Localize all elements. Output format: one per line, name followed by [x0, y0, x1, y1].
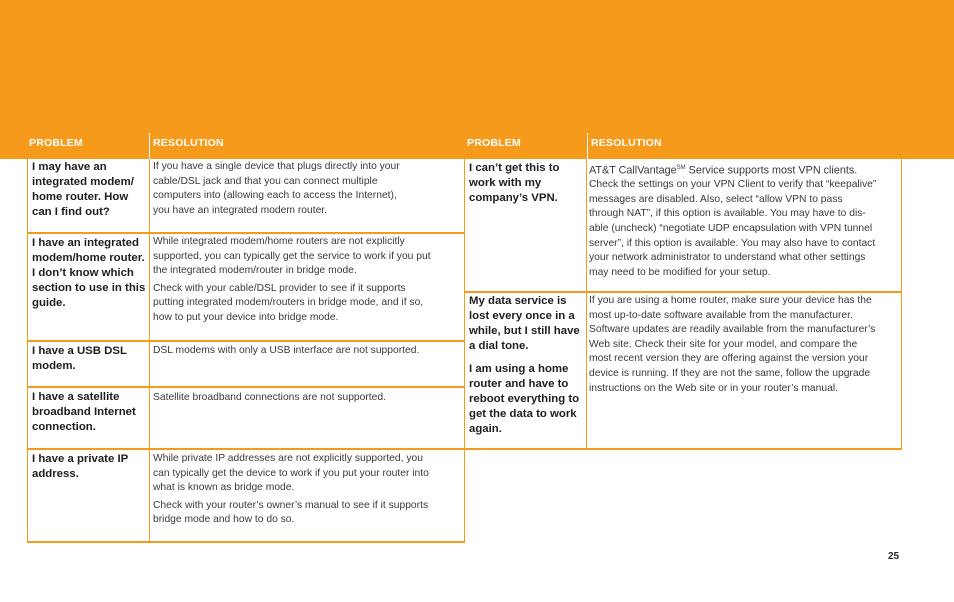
column-divider	[149, 234, 150, 340]
column-divider	[149, 159, 150, 232]
table-row	[27, 159, 465, 234]
right-problem-header: PROBLEM	[467, 137, 521, 149]
right-resolution-header: RESOLUTION	[591, 137, 662, 149]
column-divider	[586, 159, 587, 291]
problem-text: I may have an integrated modem/ home router. How can I find out?	[32, 161, 134, 218]
resolution-text: While private IP addresses are not explicitly supported, you can typically get the device to work if you put your router into what is known as bridge mode. Check with your router’s owner’s manual to see if it supports bridge mode and how to do so.	[153, 453, 429, 526]
left-resolution-header: RESOLUTION	[153, 137, 224, 149]
page-number: 25	[888, 551, 900, 562]
resolution-text: Satellite broadband connections are not supported.	[153, 392, 386, 403]
table-row	[465, 159, 902, 293]
resolution-text: If you have a single device that plugs directly into your cable/DSL jack and that you can connect multiple computers into (allowing each to access the Internet), you have an integrated modem router.	[153, 161, 400, 216]
resolution-text: If you are using a home router, make sure your device has the most up-to-date software available from the manufacturer. Software updates are readily available from the manufacturer’s Web site. Check their site for your model, and compare the most recent version they are offering against the version your device is running. If they are not the same, follow the upgrade instructions on the Web site or in your router’s manual.	[589, 295, 876, 394]
problem-text: I have a USB DSL modem.	[32, 345, 127, 372]
table-row	[465, 293, 902, 450]
column-divider	[149, 388, 150, 448]
table-row	[27, 450, 465, 543]
table-row	[27, 388, 465, 450]
resolution-text: AT&T CallVantage℠ Service supports most VPN clients. Check the settings on your VPN Client to verify that “keepalive” messages are disabled. Also, select “allow VPN to pass through NAT”, if this option is available. You may have to dis- able (uncheck) “negotiate UDP encapsulation with VPN tunnel server”, if this option is available. You may also have to contact your network administrator to understand what other settings may need to be modified for your setup.	[589, 164, 877, 278]
problem-text: I have a private IP address.	[32, 453, 129, 480]
column-divider	[586, 293, 587, 448]
column-divider	[149, 450, 150, 541]
problem-text: I have an integrated modem/home router. I don’t know which section to use in this guide.	[32, 237, 146, 309]
table-row	[27, 234, 465, 342]
table-row	[27, 342, 465, 388]
header-divider	[587, 133, 588, 159]
header-divider	[149, 133, 150, 159]
resolution-text: While integrated modem/home routers are not explicitly supported, you can typically get the service to work if you put the integrated modem/router in bridge mode. Check with your cable/DSL provider to see if it supports putting integrated modem/routers in bridge mode, and if so, how to put your device into bridge mode.	[153, 236, 431, 323]
column-divider	[149, 342, 150, 386]
problem-text: I have a satellite broadband Internet connection.	[32, 391, 136, 433]
left-problem-header: PROBLEM	[29, 137, 83, 149]
problem-text: My data service is lost every once in a while, but I still have a dial tone. I am using a home router and have to reboot everything to get the data to work again.	[469, 295, 580, 435]
resolution-text: DSL modems with only a USB interface are not supported.	[153, 345, 420, 356]
problem-text: I can’t get this to work with my company’s VPN.	[469, 162, 560, 204]
service-mark: SM	[676, 165, 686, 171]
